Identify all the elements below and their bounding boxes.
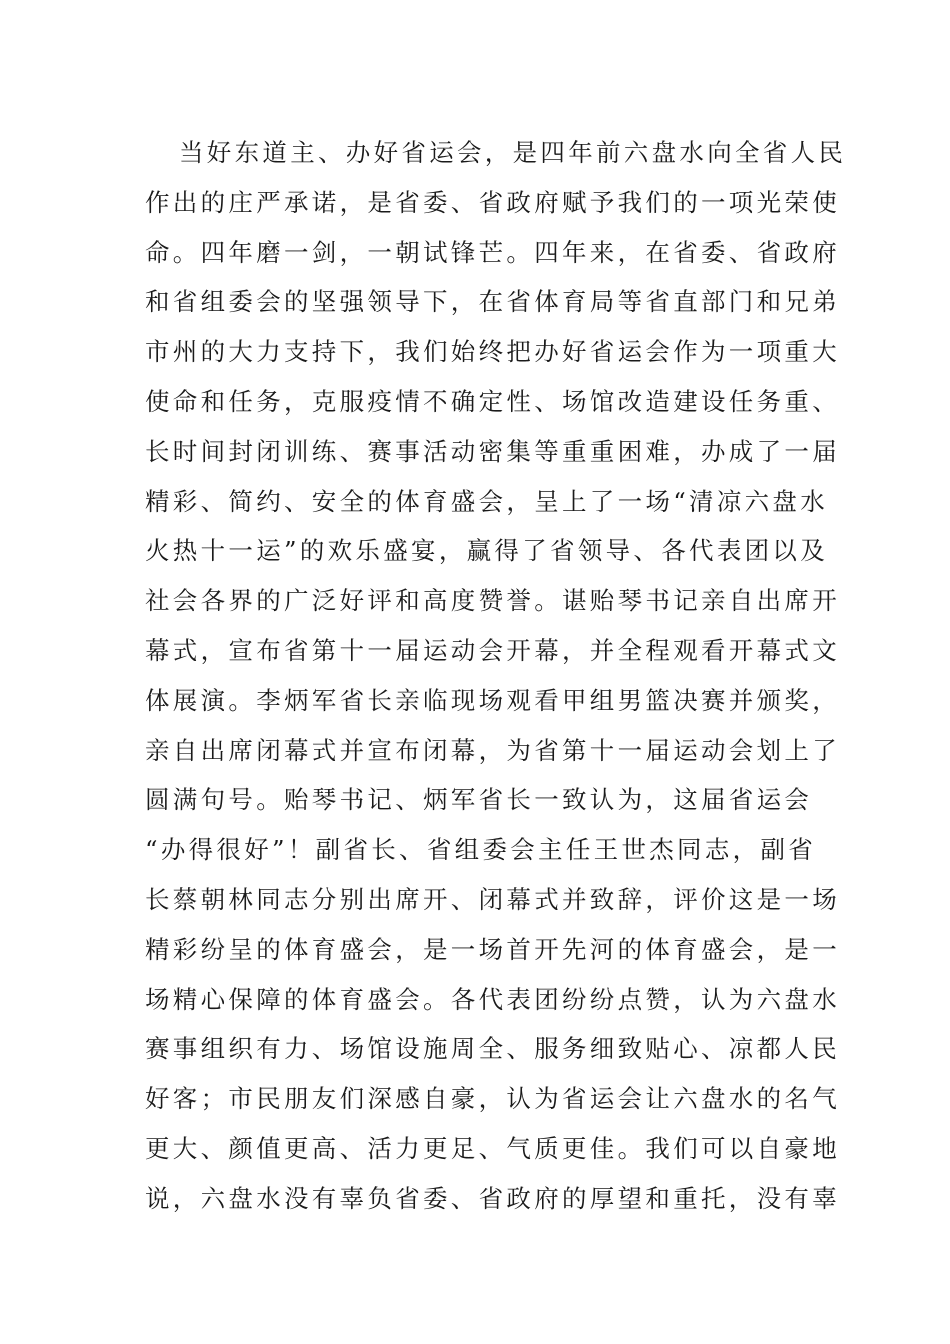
paragraph-line: 精彩纷呈的体育盛会，是一场首开先河的体育盛会，是一 xyxy=(145,934,840,964)
paragraph-line: 长蔡朝林同志分别出席开、闭幕式并致辞，评价这是一场 xyxy=(145,884,840,914)
paragraph-line: 和省组委会的坚强领导下，在省体育局等省直部门和兄弟 xyxy=(145,287,840,317)
paragraph-line: 赛事组织有力、场馆设施周全、服务细致贴心、凉都人民 xyxy=(145,1034,840,1064)
paragraph-line: 火热十一运”的欢乐盛宴，赢得了省领导、各代表团以及 xyxy=(145,536,829,566)
paragraph-line: 好客；市民朋友们深感自豪，认为省运会让六盘水的名气 xyxy=(145,1084,840,1114)
paragraph-line: 使命和任务，克服疫情不确定性、场馆改造建设任务重、 xyxy=(145,386,840,416)
paragraph-line: 精彩、简约、安全的体育盛会，呈上了一场“清凉六盘水 xyxy=(145,486,829,516)
paragraph-line: “办得很好”！副省长、省组委会主任王世杰同志，副省 xyxy=(145,835,817,865)
paragraph-line: 场精心保障的体育盛会。各代表团纷纷点赞，认为六盘水 xyxy=(145,984,840,1014)
paragraph-line: 当好东道主、办好省运会，是四年前六盘水向全省人民 xyxy=(179,138,847,167)
paragraph-line: 作出的庄严承诺，是省委、省政府赋予我们的一项光荣使 xyxy=(145,187,840,217)
paragraph-line: 长时间封闭训练、赛事活动密集等重重困难，办成了一届 xyxy=(145,436,840,466)
paragraph-line: 市州的大力支持下，我们始终把办好省运会作为一项重大 xyxy=(145,337,840,367)
paragraph-line: 幕式，宣布省第十一届运动会开幕，并全程观看开幕式文 xyxy=(145,635,840,665)
paragraph-line: 社会各界的广泛好评和高度赞誉。谌贻琴书记亲自出席开 xyxy=(145,586,840,616)
paragraph-line: 更大、颜值更高、活力更足、气质更佳。我们可以自豪地 xyxy=(145,1133,840,1163)
paragraph-line: 说，六盘水没有辜负省委、省政府的厚望和重托，没有辜 xyxy=(145,1183,840,1213)
paragraph-line: 亲自出席闭幕式并宣布闭幕，为省第十一届运动会划上了 xyxy=(145,735,840,765)
paragraph-line: 命。四年磨一剑，一朝试锋芒。四年来，在省委、省政府 xyxy=(145,237,840,267)
paragraph-line: 圆满句号。贻琴书记、炳军省长一致认为，这届省运会 xyxy=(145,785,813,815)
paragraph-line: 体展演。李炳军省长亲临现场观看甲组男篮决赛并颁奖， xyxy=(145,685,840,715)
body-paragraph xyxy=(145,128,847,1224)
